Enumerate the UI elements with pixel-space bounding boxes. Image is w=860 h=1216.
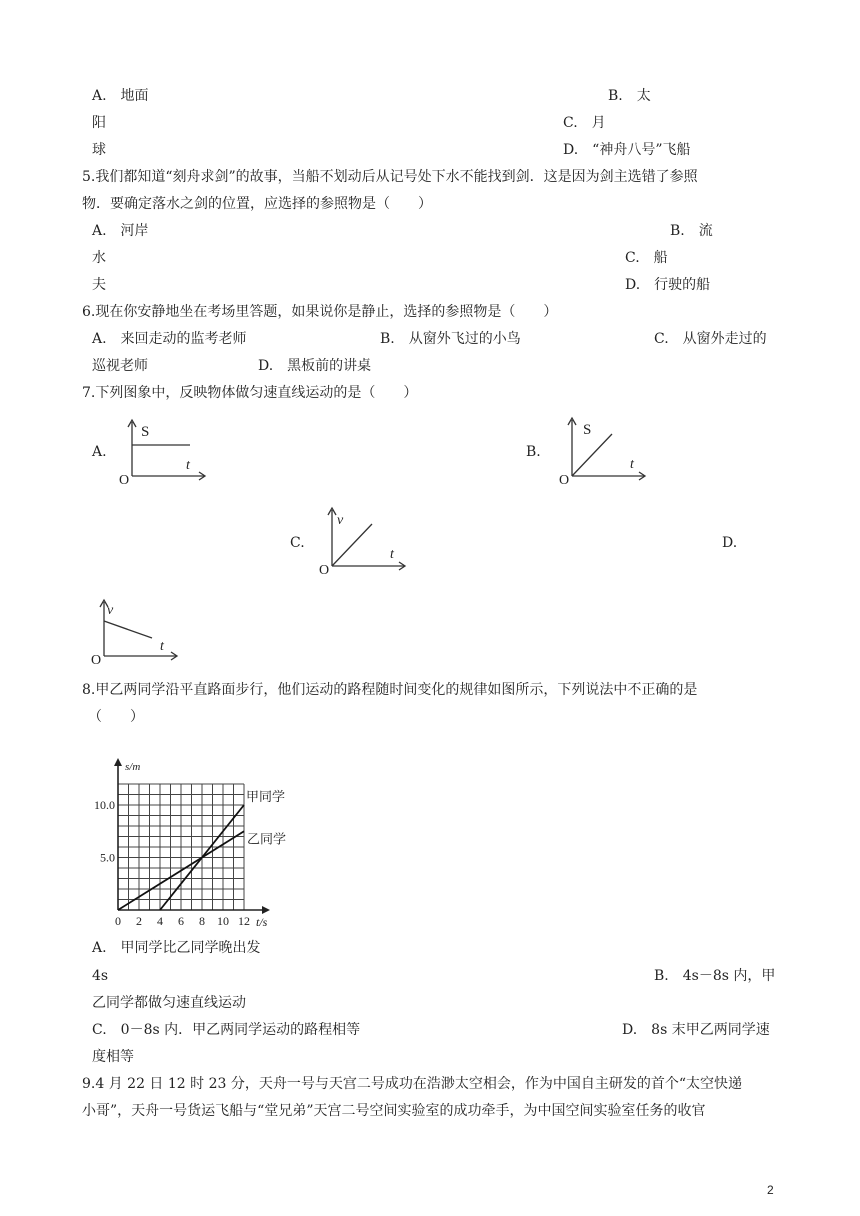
x-tick-label: 6 <box>178 914 184 928</box>
q5-stem-line1: 5.我们都知道“刻舟求剑”的故事，当船不划动后从记号处下水不能找到剑．这是因为剑主选错了参照 <box>82 169 698 185</box>
q4-option-a: A. 地面 <box>92 88 149 104</box>
y-axis-arrow <box>114 758 122 766</box>
q6-option-b: B. 从窗外飞过的小鸟 <box>380 331 521 347</box>
q4-option-b: B. 太 <box>608 88 651 104</box>
q5-stem-line2: 物．要确定落水之剑的位置，应选择的参照物是（ ） <box>82 196 432 212</box>
q8-option-a: A. 甲同学比乙同学晚出发 <box>92 940 261 956</box>
q4-option-c-wrap: 球 <box>92 142 106 158</box>
q9-line2: 小哥”，天舟一号货运飞船与“堂兄弟”天宫二号空间实验室的成功牵手，为中国空间实验室任务的收官 <box>82 1103 706 1119</box>
graph-b-line <box>572 434 612 476</box>
q8-option-a-wrap: 4s <box>92 968 109 984</box>
q8-option-d: D. 8s 末甲乙两同学速 <box>622 1022 770 1038</box>
x-tick-label: 10 <box>217 914 229 928</box>
x-axis-arrow <box>262 906 270 914</box>
q5-option-b-wrap: 水 <box>92 250 106 266</box>
series-label-1: 甲同学 <box>246 789 286 804</box>
q8-option-c: C. 0－8s 内．甲乙两同学运动的路程相等 <box>92 1022 361 1038</box>
q8-option-d-wrap: 度相等 <box>92 1049 134 1065</box>
q4-option-d: D. “神舟八号”飞船 <box>563 142 691 158</box>
graph-b-y-label: S <box>583 422 592 438</box>
q6-option-d: D. 黑板前的讲桌 <box>258 358 372 374</box>
graph-b-x-label: t <box>630 457 634 472</box>
q4-option-c: C. 月 <box>563 115 606 131</box>
graph-c-y-label: v <box>337 513 344 528</box>
q7-graph-b <box>556 416 656 486</box>
q7-stem: 7.下列图象中，反映物体做匀速直线运动的是（ ） <box>82 385 418 401</box>
q7-option-a-label: A. <box>92 444 107 460</box>
graph-b-origin: O <box>559 473 570 488</box>
q7-graph-d <box>88 598 188 670</box>
q7-option-c-label: C. <box>290 535 305 551</box>
q6-option-c-wrap: 巡视老师 <box>92 358 148 374</box>
q7-option-d-label: D. <box>722 535 738 551</box>
x-tick-label: 0 <box>115 914 121 928</box>
x-tick-label: 4 <box>157 914 163 928</box>
q8-distance-time-chart <box>88 740 308 929</box>
x-tick-label: 12 <box>238 914 250 928</box>
graph-a-x-label: t <box>186 458 190 473</box>
x-axis-label: t/s <box>256 915 268 929</box>
q8-stem-line1: 8.甲乙两同学沿平直路面步行，他们运动的路程随时间变化的规律如图所示，下列说法中不正确的是 <box>82 682 698 698</box>
graph-d-x-label: t <box>160 639 164 654</box>
q8-option-b-wrap: 乙同学都做匀速直线运动 <box>92 995 246 1011</box>
graph-d-y-label: v <box>107 603 114 618</box>
y-tick-label: 10.0 <box>94 798 115 812</box>
q5-option-c: C. 船 <box>625 250 668 266</box>
page-number: 2 <box>767 1183 774 1197</box>
graph-c-line <box>332 524 372 566</box>
y-tick-label: 5.0 <box>100 850 115 865</box>
q6-option-c: C. 从窗外走过的 <box>654 331 767 347</box>
x-tick-label: 8 <box>199 914 205 928</box>
q5-option-c-wrap: 夫 <box>92 277 106 293</box>
graph-a-origin: O <box>119 473 130 488</box>
graph-d-line <box>104 621 152 638</box>
q9-line1: 9.4 月 22 日 12 时 23 分，天舟一号与天宫二号成功在浩渺太空相会，作为中国自主研发的首个“太空快递 <box>82 1076 743 1092</box>
y-axis-label: s/m <box>125 761 141 773</box>
q6-stem: 6.现在你安静地坐在考场里答题，如果说你是静止，选择的参照物是（ ） <box>82 304 558 320</box>
graph-d-origin: O <box>91 653 102 668</box>
q6-option-a: A. 来回走动的监考老师 <box>92 331 247 347</box>
q5-option-b: B. 流 <box>670 223 713 239</box>
q7-graph-c <box>316 506 416 578</box>
x-tick-label: 2 <box>136 914 142 928</box>
series-label-2: 乙同学 <box>247 831 287 847</box>
graph-c-x-label: t <box>390 547 394 562</box>
q4-option-b-wrap: 阳 <box>92 115 106 131</box>
q5-option-a: A. 河岸 <box>92 223 149 239</box>
q5-option-d: D. 行驶的船 <box>625 277 711 293</box>
q7-option-b-label: B. <box>526 444 541 460</box>
graph-a-y-label: S <box>141 424 150 440</box>
q8-stem-line2: （ ） <box>88 709 144 725</box>
graph-c-origin: O <box>319 563 330 578</box>
q7-graph-a <box>116 416 216 486</box>
q8-option-b: B. 4s－8s 内，甲 <box>654 968 776 984</box>
